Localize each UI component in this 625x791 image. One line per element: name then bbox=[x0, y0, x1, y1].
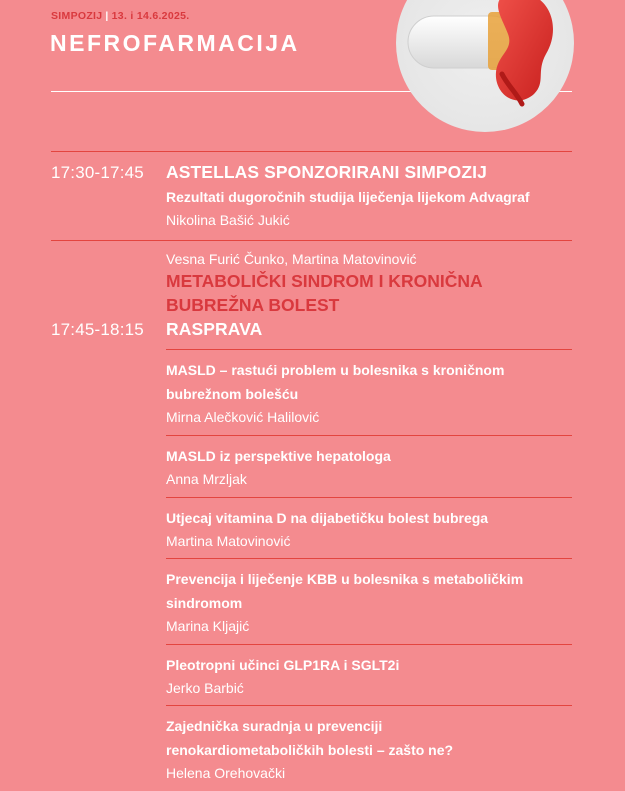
talk-title: Zajednička suradnja u prevenciji bbox=[166, 718, 383, 734]
discussion-label: RASPRAVA bbox=[166, 319, 263, 339]
divider bbox=[166, 644, 572, 645]
talk-title-cont: bubrežnom bolešću bbox=[166, 386, 299, 402]
session-title-line2: BUBREŽNA BOLEST bbox=[166, 295, 340, 315]
session-title: ASTELLAS SPONZORIRANI SIMPOZIJ bbox=[166, 162, 487, 182]
speaker-name: Jerko Barbić bbox=[166, 680, 244, 696]
divider bbox=[51, 151, 572, 152]
talk-title: MASLD iz perspektive hepatologa bbox=[166, 448, 391, 464]
page-title: NEFROFARMACIJA bbox=[50, 30, 300, 56]
speaker-name: Nikolina Bašić Jukić bbox=[166, 212, 290, 228]
divider bbox=[166, 705, 572, 706]
kicker-label: SIMPOZIJ bbox=[51, 10, 103, 22]
divider bbox=[166, 349, 572, 350]
pill-icon bbox=[396, 0, 574, 132]
header-kicker bbox=[51, 10, 189, 22]
speaker-name: Anna Mrzljak bbox=[166, 471, 247, 487]
session-time: 17:30-17:45 bbox=[51, 163, 144, 182]
talk-title: Utjecaj vitamina D na dijabetičku bolest bubrega bbox=[166, 510, 489, 526]
speaker-name: Marina Kljajić bbox=[166, 618, 250, 634]
talk-title: MASLD – rastući problem u bolesnika s kroničnom bbox=[166, 362, 505, 378]
speaker-name: Helena Orehovački bbox=[166, 765, 286, 781]
talk-title: Rezultati dugoročnih studija liječenja lijekom Advagraf bbox=[166, 189, 530, 205]
kicker-date: 13. i 14.6.2025. bbox=[111, 10, 190, 22]
divider bbox=[166, 497, 572, 498]
talk-title: Pleotropni učinci GLP1RA i SGLT2i bbox=[166, 657, 400, 673]
session-time: 17:45-18:15 bbox=[51, 320, 144, 339]
talk-title: Prevencija i liječenje KBB u bolesnika s metaboličkim bbox=[166, 571, 524, 587]
pill-kidney-illustration bbox=[396, 0, 574, 132]
divider bbox=[166, 558, 572, 559]
session-title-line1: METABOLIČKI SINDROM I KRONIČNA bbox=[166, 271, 483, 291]
kicker-separator: | bbox=[105, 10, 109, 22]
speaker-name: Mirna Alečković Halilović bbox=[166, 409, 320, 425]
session-chairs: Vesna Furić Čunko, Martina Matovinović bbox=[166, 251, 417, 267]
divider bbox=[166, 435, 572, 436]
speaker-name: Martina Matovinović bbox=[166, 533, 291, 549]
talk-title-cont: sindromom bbox=[166, 595, 243, 611]
talk-title-cont: renokardiometaboličkih bolesti – zašto ne? bbox=[166, 742, 454, 758]
divider bbox=[51, 240, 572, 241]
